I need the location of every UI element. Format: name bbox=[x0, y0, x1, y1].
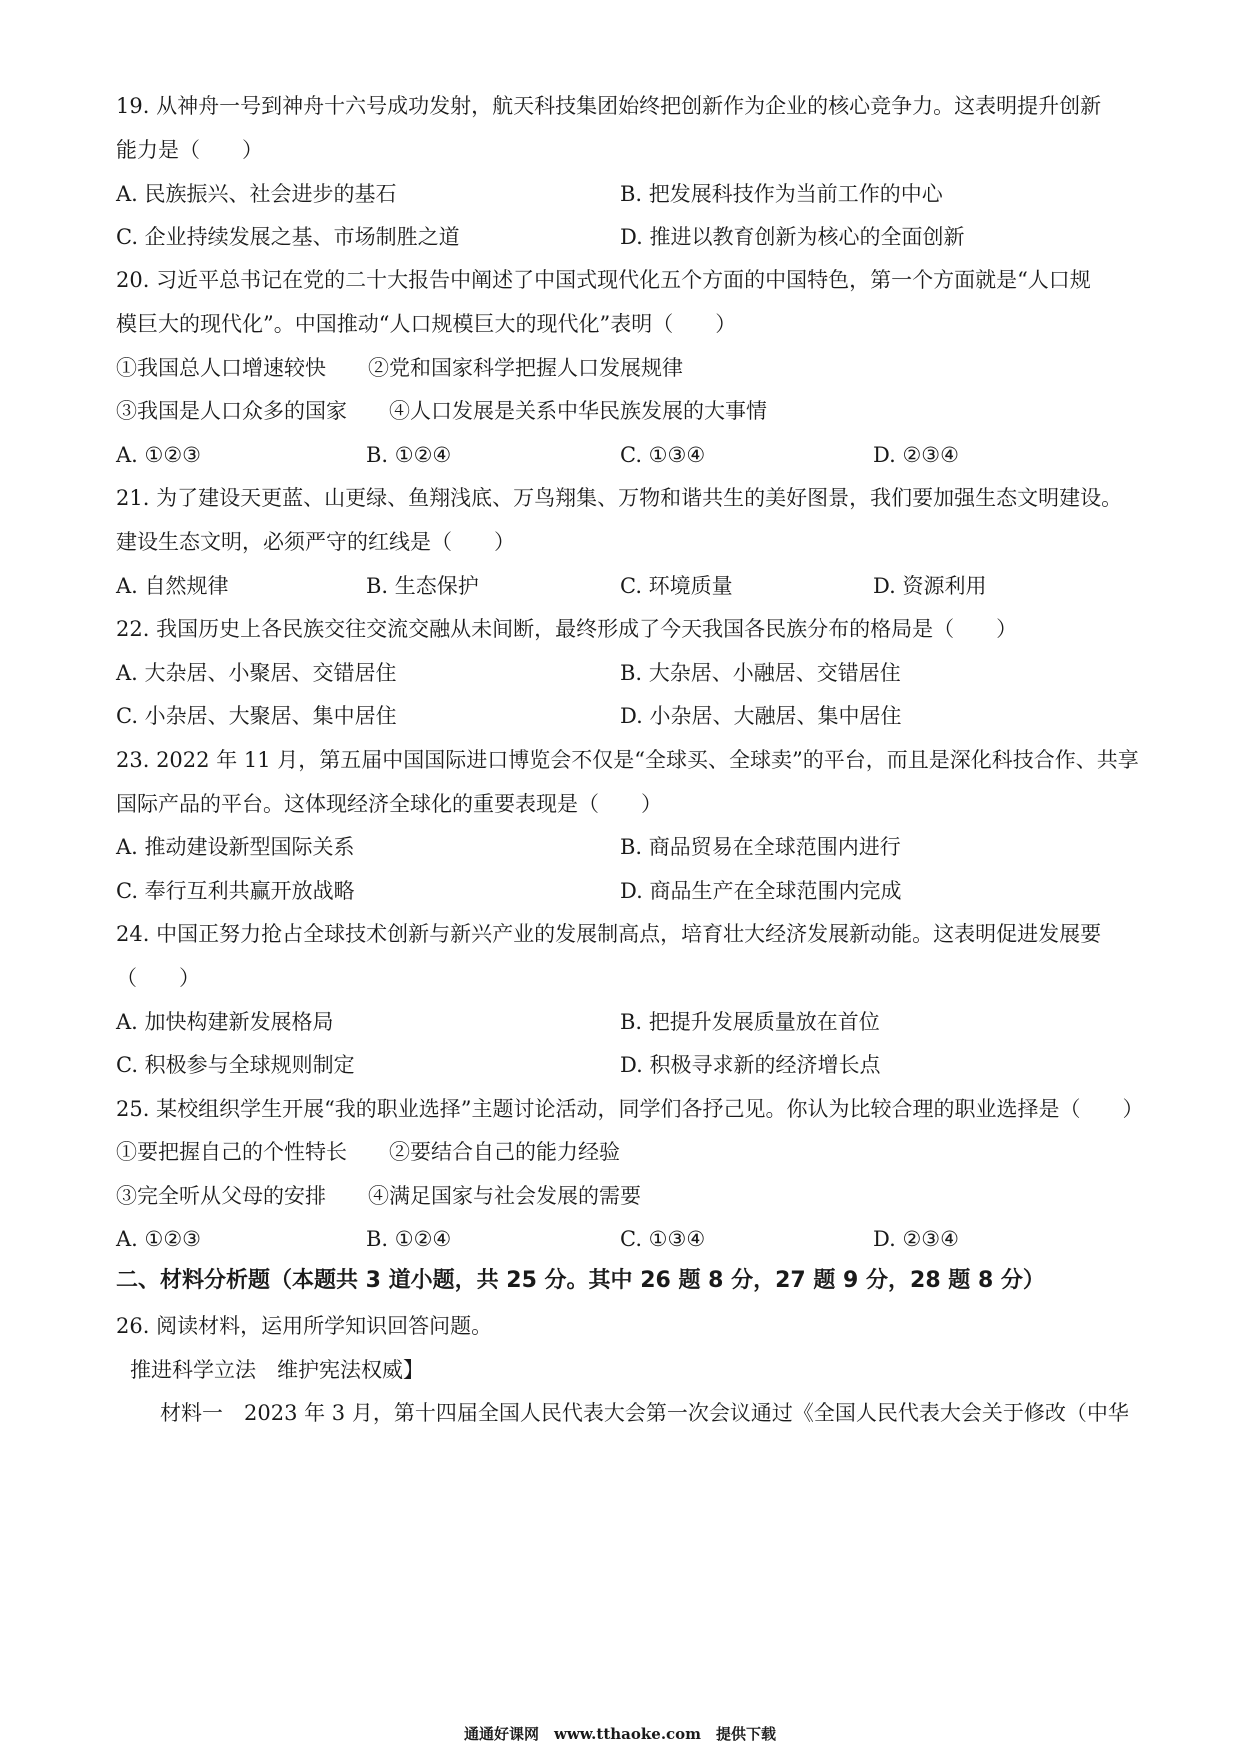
q21-option-a: A. 自然规律 bbox=[116, 574, 229, 598]
q24-stem-line-1: 24. 中国正努力抢占全球技术创新与新兴产业的发展制高点，培育壮大经济发展新动能。这表明促进发展要 bbox=[116, 922, 1102, 946]
q22-stem-line-1: 22. 我国历史上各民族交往交流交融从未间断，最终形成了今天我国各民族分布的格局是（ ） bbox=[116, 617, 1018, 641]
q21-option-b: B. 生态保护 bbox=[366, 574, 479, 598]
q20-statements-line-1: ①我国总人口增速较快 ②党和国家科学把握人口发展规律 bbox=[116, 356, 683, 380]
q24-option-d: D. 积极寻求新的经济增长点 bbox=[620, 1053, 881, 1077]
q21-option-d: D. 资源利用 bbox=[873, 574, 987, 598]
q21-option-c: C. 环境质量 bbox=[620, 574, 733, 598]
q20-stem-line-1: 20. 习近平总书记在党的二十大报告中阐述了中国式现代化五个方面的中国特色，第一个方面就是“人口规 bbox=[116, 268, 1091, 292]
q26-subtitle: 推进科学立法 维护宪法权威】 bbox=[130, 1358, 424, 1382]
q20-option-b: B. ①②④ bbox=[366, 443, 452, 467]
q22-option-a: A. 大杂居、小聚居、交错居住 bbox=[116, 661, 397, 685]
q23-option-a: A. 推动建设新型国际关系 bbox=[116, 835, 355, 859]
q23-option-b: B. 商品贸易在全球范围内进行 bbox=[620, 835, 901, 859]
q23-stem-line-1: 23. 2022 年 11 月，第五届中国国际进口博览会不仅是“全球买、全球卖”的平台，而且是深化科技合作、共享 bbox=[116, 748, 1139, 772]
q20-statements-line-2: ③我国是人口众多的国家 ④人口发展是关系中华民族发展的大事情 bbox=[116, 399, 767, 423]
q25-option-d: D. ②③④ bbox=[873, 1227, 959, 1251]
q19-option-d: D. 推进以教育创新为核心的全面创新 bbox=[620, 225, 965, 249]
q21-stem-line-2: 建设生态文明，必须严守的红线是（ ） bbox=[116, 530, 515, 554]
q19-option-c: C. 企业持续发展之基、市场制胜之道 bbox=[116, 225, 460, 249]
q19-option-b: B. 把发展科技作为当前工作的中心 bbox=[620, 182, 943, 206]
q20-option-d: D. ②③④ bbox=[873, 443, 959, 467]
q20-option-c: C. ①③④ bbox=[620, 443, 706, 467]
q26-stem: 26. 阅读材料，运用所学知识回答问题。 bbox=[116, 1314, 493, 1338]
q24-option-c: C. 积极参与全球规则制定 bbox=[116, 1053, 355, 1077]
q20-option-a: A. ①②③ bbox=[116, 443, 201, 467]
q19-stem-line-2: 能力是（ ） bbox=[116, 138, 263, 162]
q19-option-a: A. 民族振兴、社会进步的基石 bbox=[116, 182, 397, 206]
q24-option-a: A. 加快构建新发展格局 bbox=[116, 1010, 334, 1034]
q24-stem-line-2: （ ） bbox=[116, 966, 200, 990]
q25-option-a: A. ①②③ bbox=[116, 1227, 201, 1251]
q23-stem-line-2: 国际产品的平台。这体现经济全球化的重要表现是（ ） bbox=[116, 792, 662, 816]
q25-statements-line-2: ③完全听从父母的安排 ④满足国家与社会发展的需要 bbox=[116, 1184, 641, 1208]
q25-option-c: C. ①③④ bbox=[620, 1227, 706, 1251]
q22-option-b: B. 大杂居、小融居、交错居住 bbox=[620, 661, 901, 685]
page-footer: 通通好课网 www.tthaoke.com 提供下载 bbox=[463, 1725, 777, 1743]
q23-option-d: D. 商品生产在全球范围内完成 bbox=[620, 879, 902, 903]
q21-stem-line-1: 21. 为了建设天更蓝、山更绿、鱼翔浅底、万鸟翔集、万物和谐共生的美好图景，我们要加强生态文明建设。 bbox=[116, 486, 1123, 510]
q25-stem-line-1: 25. 某校组织学生开展“我的职业选择”主题讨论活动，同学们各抒己见。你认为比较合理的职业选择是（ ） bbox=[116, 1097, 1144, 1121]
q22-option-d: D. 小杂居、大融居、集中居住 bbox=[620, 704, 902, 728]
q26-material-one: 材料一 2023 年 3 月，第十四届全国人民代表大会第一次会议通过《全国人民代表大会关于修改（中华 bbox=[160, 1401, 1129, 1425]
q20-stem-line-2: 模巨大的现代化”。中国推动“人口规模巨大的现代化”表明（ ） bbox=[116, 312, 737, 336]
q25-statements-line-1: ①要把握自己的个性特长 ②要结合自己的能力经验 bbox=[116, 1140, 620, 1164]
q25-option-b: B. ①②④ bbox=[366, 1227, 452, 1251]
q19-stem-line-1: 19. 从神舟一号到神舟十六号成功发射，航天科技集团始终把创新作为企业的核心竞争力。这表明提升创新 bbox=[116, 94, 1102, 118]
q23-option-c: C. 奉行互利共赢开放战略 bbox=[116, 879, 355, 903]
q24-option-b: B. 把提升发展质量放在首位 bbox=[620, 1010, 880, 1034]
section-title: 二、材料分析题（本题共 3 道小题，共 25 分。其中 26 题 8 分，27 题 9 分，28 题 8 分） bbox=[116, 1268, 1045, 1293]
q22-option-c: C. 小杂居、大聚居、集中居住 bbox=[116, 704, 397, 728]
